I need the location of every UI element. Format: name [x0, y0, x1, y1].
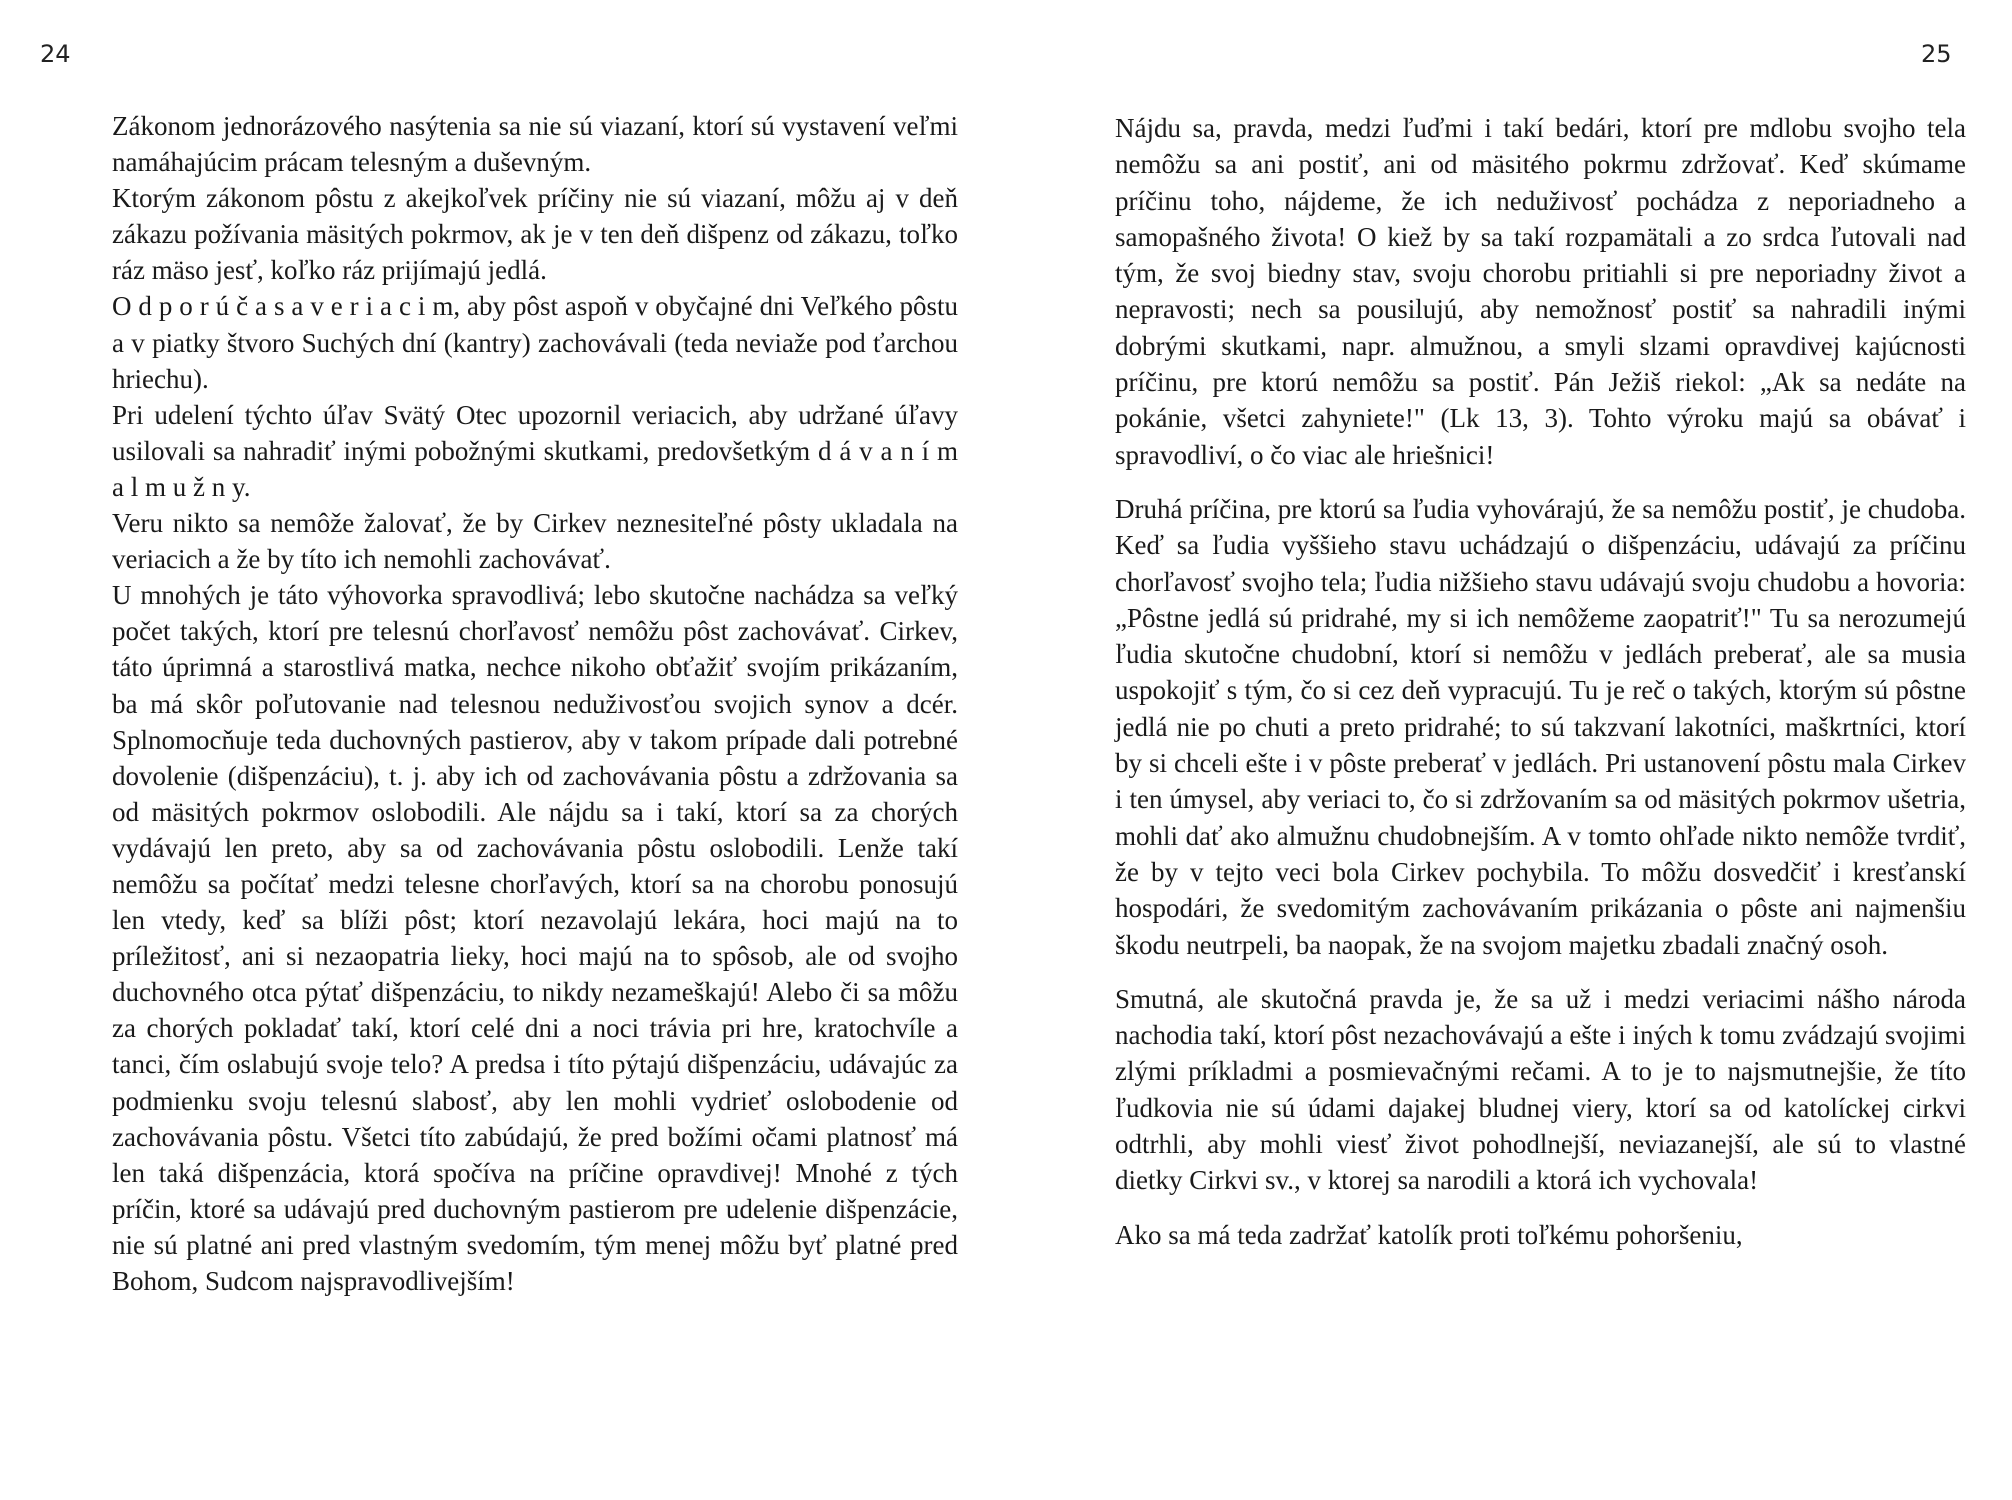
paragraph-4: Pri udelení týchto úľav Svätý Otec upozornil veriacich, aby udržané úľavy usilovali sa nahradiť inými pobožnými skutkami, predovšetkým d á v a n í m a l m u ž n y.: [112, 399, 958, 502]
paragraph-gap: [1115, 473, 1966, 491]
paragraph-2: Druhá príčina, pre ktorú sa ľudia vyhovárajú, že sa nemôžu postiť, je chudoba. Keď sa ľudia vyššieho stavu uchádzajú o dišpenzáciu, udávajú za príčinu chorľavosť svojho tela; ľudia nižšieho stavu udávajú svoju chudobu a hovoria: „Pôstne jedlá sú pridrahé, my si ich nemôžeme zaopatriť!" Tu sa nerozumejú ľudia skutočne chudobní, ktorí si nemôžu v jedlách preberať, ale sa musia uspokojiť s tým, čo si cez deň vypracujú. Tu je reč o takých, ktorým sú pôstne jedlá nie po chuti a preto pridrahé; to sú takzvaní lakotníci, maškrtníci, ktorí by si chceli ešte i v pôste preberať v jedlách. Pri ustanovení pôstu mala Cirkev i ten úmysel, aby veriaci to, čo si zdržovaním sa od mäsitých pokrmov ušetria, mohli dať ako almužnu chudobnejším. A v tomto ohľade nikto nemôže tvrdiť, že by v tejto veci bola Cirkev pochybila. To môžu dosvedčiť i kresťanskí hospodári, že svedomitým zachovávaním prikázania o pôste ani najmenšiu škodu neutrpeli, ba naopak, že na svojom majetku zbadali značný osoh.: [1115, 493, 1966, 960]
paragraph-5: Veru nikto sa nemôže žalovať, že by Cirkev neznesiteľné pôsty ukladala na veriacich a že by títo ich nemohli zachovávať.: [112, 508, 958, 575]
paragraph-gap: [1115, 963, 1966, 981]
paragraph-gap: [1115, 1199, 1966, 1217]
paragraph-3: Smutná, ale skutočná pravda je, že sa už i medzi veriacimi nášho národa nachodia takí, ktorí pôst nezachovávajú a ešte i iných k tomu zvádzajú svojimi zlými príkladmi a posmievačnými rečami. A to je to najsmutnejšie, že títo ľudkovia nie sú údami dajakej bludnej viery, ktorí sa od katolíckej cirkvi odtrhli, aby mohli viesť život pohodlnejší, neviazanejší, ale sú to vlastné dietky Cirkvi sv., v ktorej sa narodili a ktorá ich vychovala!: [1115, 983, 1966, 1196]
page-number-right: 25: [1921, 40, 1952, 68]
paragraph-4: Ako sa má teda zadržať katolík proti toľkému pohoršeniu,: [1115, 1219, 1743, 1250]
paragraph-3: O d p o r ú č a s a v e r i a c i m, aby pôst aspoň v obyčajné dni Veľkého pôstu a v piatky štvoro Suchých dní (kantry) zachovávali (teda neviaže pod ťarchou hriechu).: [112, 291, 958, 394]
right-page-text: [1115, 110, 1966, 1253]
right-page: [1078, 0, 1998, 1500]
left-page: [40, 0, 960, 1500]
paragraph-6: U mnohých je táto výhovorka spravodlivá; lebo skutočne nachádza sa veľký počet takých, ktorí pre telesnú chorľavosť nemôžu pôst zachovávať. Cirkev, táto úprimná a starostlivá matka, nechce nikoho obťažiť svojím prikázaním, ba má skôr poľutovanie nad telesnou neduživosťou svojich synov a dcér. Splnomocňuje teda duchovných pastierov, aby v takom prípade dali potrebné dovolenie (dišpenzáciu), t. j. aby ich od zachovávania pôstu a zdržovania sa od mäsitých pokrmov oslobodili. Ale nájdu sa i takí, ktorí sa za chorých vydávajú len preto, aby sa od zachovávania pôstu oslobodili. Lenže takí nemôžu sa počítať medzi telesne chorľavých, ktorí sa na chorobu ponosujú len vtedy, keď sa blíži pôst; ktorí nezavolajú lekára, hoci majú na to príležitosť, ani si nezaopatria lieky, hoci majú na to spôsob, ale od svojho duchovného otca pýtať dišpenzáciu, to nikdy nezameškajú! Alebo či sa môžu za chorých pokladať takí, ktorí celé dni a noci trávia pri hre, kratochvíle a tanci, čím oslabujú svoje telo? A predsa i títo pýtajú dišpenzáciu, udávajúc za podmienku svoju telesnú slabosť, aby len mohli vydrieť oslobodenie od zachovávania pôstu. Všetci títo zabúdajú, že pred božími očami platnosť má len taká dišpenzácia, ktorá spočíva na príčine opravdivej! Mnohé z tých príčin, ktoré sa udávajú pred duchovným pastierom pre udelenie dišpenzácie, nie sú platné ani pred vlastným svedomím, tým menej môžu byť platné pred Bohom, Sudcom najspravodlivejším!: [112, 580, 958, 1296]
paragraph-2: Ktorým zákonom pôstu z akejkoľvek príčiny nie sú viazaní, môžu aj v deň zákazu požívania mäsitých pokrmov, ak je v ten deň dišpenz od zákazu, toľko ráz mäso jesť, koľko ráz prijímajú jedlá.: [112, 183, 958, 286]
page-number-left: 24: [40, 40, 71, 68]
left-page-text: [112, 108, 958, 1299]
paragraph-1: Zákonom jednorázového nasýtenia sa nie sú viazaní, ktorí sú vystavení veľmi namáhajúcim prácam telesným a duševným.: [112, 111, 958, 178]
paragraph-1: Nájdu sa, pravda, medzi ľuďmi i takí bedári, ktorí pre mdlobu svojho tela nemôžu sa ani postiť, ani od mäsitého pokrmu zdržovať. Keď skúmame príčinu toho, nájdeme, že ich neduživosť pochádza z neporiadneho a samopašného života! O kiež by sa takí rozpamätali a zo srdca ľutovali nad tým, že svoj biedny stav, svoju chorobu pritiahli si pre neporiadny život a nepravosti; nech sa pousilujú, aby nemožnosť postiť sa nahradili inými dobrými skutkami, napr. almužnou, a smyli slzami opravdivej kajúcnosti príčinu, pre ktorú nemôžu sa postiť. Pán Ježiš riekol: „Ak sa nedáte na pokánie, všetci zahyniete!" (Lk 13, 3). Tohto výroku majú sa obávať i spravodliví, o čo viac ale hriešnici!: [1115, 113, 1966, 470]
